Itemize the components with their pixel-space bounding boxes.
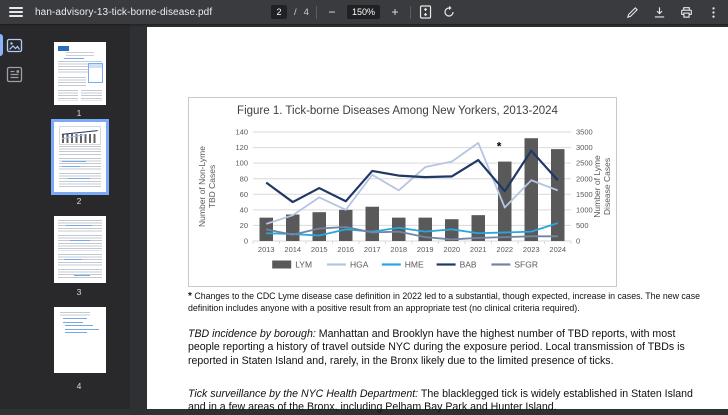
chart-legend	[272, 260, 538, 270]
sidebar-rail	[0, 24, 28, 409]
zoom-level-input[interactable]: 150%	[347, 5, 380, 19]
svg-text:2000: 2000	[576, 174, 593, 184]
svg-text:2500: 2500	[576, 158, 593, 168]
thumbnail-page-label: 4	[76, 381, 82, 391]
toolbar-divider	[410, 6, 411, 19]
thumbnail-page-label: 3	[76, 287, 82, 297]
chart-line-HGA	[266, 143, 558, 224]
chart-annotation-asterisk: *	[496, 139, 502, 154]
svg-text:SFGR: SFGR	[514, 259, 539, 270]
hamburger-menu-icon[interactable]	[9, 7, 23, 17]
download-icon[interactable]	[650, 3, 668, 21]
svg-text:2013: 2013	[257, 245, 275, 254]
svg-text:LYM: LYM	[295, 259, 313, 270]
paragraph-tbd-incidence: TBD incidence by borough: Manhattan and Brooklyn have the highest number of TBD reports, with most people reporting a history of travel outside NYC during the exposure period. Local transmission of TBDs is reported in Staten Island and, rarely, in the Bronx likely due to the limited presence of ticks.	[188, 328, 685, 367]
rotate-icon[interactable]	[441, 4, 457, 20]
svg-text:0: 0	[576, 236, 581, 246]
svg-text:2023: 2023	[522, 245, 540, 254]
figure-1-chart-box	[188, 97, 617, 287]
svg-text:3500: 3500	[576, 127, 593, 137]
svg-text:20: 20	[239, 221, 248, 231]
paragraph-lead: Tick surveillance by the NYC Health Department:	[188, 388, 419, 400]
chart-title: Figure 1. Tick-borne Diseases Among New Yorkers, 2013-2024	[237, 105, 558, 117]
fit-page-icon[interactable]	[418, 4, 434, 20]
svg-text:2021: 2021	[469, 245, 487, 254]
svg-text:2014: 2014	[284, 245, 302, 254]
svg-text:500: 500	[576, 221, 589, 231]
svg-text:2016: 2016	[337, 245, 355, 254]
page-number-input[interactable]: 2	[271, 5, 287, 19]
svg-text:2015: 2015	[310, 245, 328, 254]
svg-text:2020: 2020	[443, 245, 461, 254]
paragraph-lead: TBD incidence by borough:	[188, 328, 316, 340]
footnote-marker: *	[188, 291, 192, 302]
thumbnails-tab-icon[interactable]	[6, 37, 23, 54]
thumbnail-page-4[interactable]	[54, 307, 106, 373]
annotate-pen-icon[interactable]	[623, 3, 641, 21]
svg-text:140: 140	[235, 127, 248, 137]
zoom-in-button[interactable]: +	[391, 5, 399, 19]
svg-text:HME: HME	[404, 259, 424, 270]
svg-text:2019: 2019	[416, 245, 434, 254]
svg-text:2018: 2018	[390, 245, 408, 254]
page-total: 4	[303, 6, 309, 18]
mini-chart-preview	[59, 126, 101, 145]
svg-text:BAB: BAB	[459, 259, 477, 270]
paragraph-tick-surveillance: Tick surveillance by the NYC Health Department: The blacklegged tick is widely established in Staten Island and in a few areas of the Bronx, including Pelham Bay Park and Hunter Island.	[188, 388, 693, 414]
tick-borne-diseases-chart	[189, 98, 614, 284]
svg-text:0: 0	[243, 236, 248, 246]
svg-text:3000: 3000	[576, 143, 593, 153]
svg-text:2017: 2017	[363, 245, 381, 254]
thumbnail-page-label: 2	[76, 196, 82, 206]
pdf-page-2	[147, 27, 728, 414]
advisory-inset-image	[88, 63, 103, 83]
print-icon[interactable]	[677, 3, 695, 21]
right-axis-title: Number of LymeDisease Cases	[592, 155, 612, 218]
svg-text:40: 40	[239, 205, 248, 215]
svg-text:1500: 1500	[576, 189, 593, 199]
chart-x-labels	[258, 245, 566, 254]
svg-text:1000: 1000	[576, 205, 593, 215]
svg-text:2024: 2024	[549, 245, 567, 254]
nyc-logo-mark	[58, 46, 69, 51]
chart-footnote: * Changes to the CDC Lyme disease case definition in 2022 led to a substantial, though expected, increase in cases. The new case definition includes anyone with a positive result from an appropriate test (no clinical criteria required).	[188, 291, 700, 313]
svg-text:2022: 2022	[496, 245, 514, 254]
outline-tab-icon[interactable]	[6, 66, 23, 83]
document-title: han-advisory-13-tick-borne-disease.pdf	[35, 6, 213, 18]
thumbnail-list	[28, 24, 130, 409]
svg-text:HGA: HGA	[350, 259, 369, 270]
svg-text:120: 120	[235, 143, 248, 153]
thumbnail-page-2[interactable]	[54, 122, 106, 192]
thumbnail-page-label: 1	[76, 108, 82, 118]
zoom-out-button[interactable]: −	[328, 5, 336, 19]
left-axis-title: Number of Non-LymeTBD Cases	[197, 146, 217, 227]
svg-text:80: 80	[239, 174, 248, 184]
svg-text:100: 100	[235, 158, 248, 168]
thumbnail-page-3[interactable]	[54, 216, 106, 283]
svg-text:60: 60	[239, 189, 248, 199]
page-separator: /	[294, 6, 297, 18]
thumbnail-page-1[interactable]	[54, 42, 106, 105]
pdf-toolbar	[0, 0, 728, 24]
toolbar-divider	[316, 6, 317, 19]
active-tab-indicator	[0, 34, 3, 56]
more-options-icon[interactable]	[704, 3, 722, 21]
thumbnail-sidebar	[0, 24, 130, 409]
